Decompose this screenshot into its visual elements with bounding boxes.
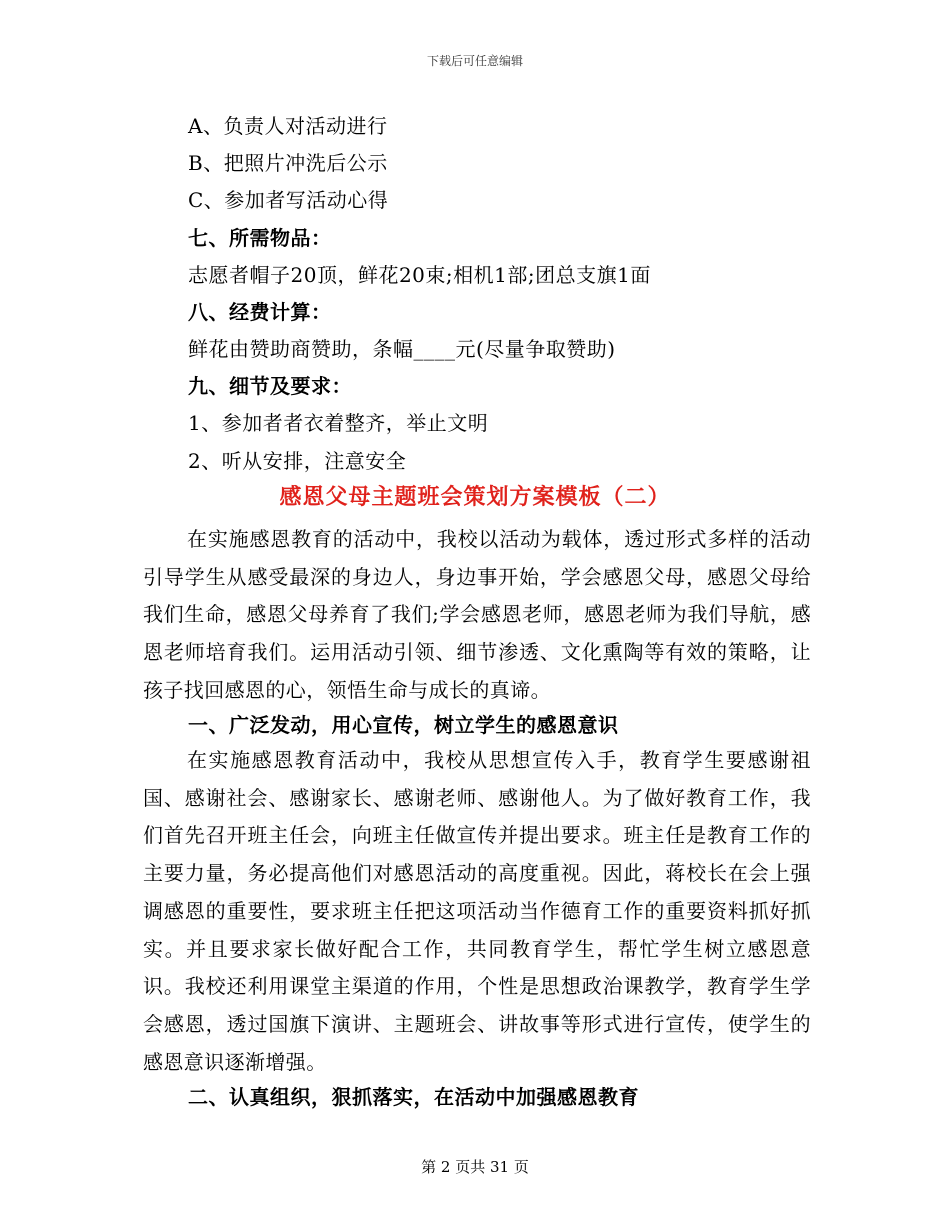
list-item-a: A、负责人对活动进行 [188, 114, 388, 138]
section1-paragraph: 在实施感恩教育活动中，我校从思想宣传入手，教育学生要感谢祖国、感谢社会、感谢家长、感谢老师、感谢他人。为了做好教育工作，我们首先召开班主任会，向班主任做宣传并提出要求。班主任是教育工作的主要力量，务必提高他们对感恩活动的高度重视。因此，蒋校长在会上强调感恩的重要性，要求班主任把这项活动当作德育工作的重要资料抓好抓实。并且要求家长做好配合工作，共同教育学生，帮忙学生树立感恩意识。我校还利用课堂主渠道的作用，个性是思想政治课教学，教育学生学会感恩，透过国旗下演讲、主题班会、讲故事等形式进行宣传，使学生的感恩意识逐渐增强。 [143, 748, 811, 1074]
budget-text: 鲜花由赞助商赞助，条幅____元(尽量争取赞助) [188, 337, 616, 361]
section-heading-budget: 八、经费计算： [188, 300, 332, 324]
section-heading-supplies: 七、所需物品： [188, 226, 332, 250]
document-title: 感恩父母主题班会策划方案模板（二） [279, 484, 671, 510]
section1-heading: 一、广泛发动，用心宣传，树立学生的感恩意识 [188, 713, 619, 737]
section-heading-details: 九、细节及要求： [188, 374, 352, 398]
list-item-b: B、把照片冲洗后公示 [188, 151, 388, 175]
detail-item-1: 1、参加者者衣着整齐，举止文明 [188, 411, 489, 435]
page-footer: 第 2 页共 31 页 [421, 1158, 529, 1176]
detail-item-2: 2、听从安排，注意安全 [188, 449, 407, 473]
list-item-c: C、参加者写活动心得 [188, 188, 389, 212]
supplies-text: 志愿者帽子20顶，鲜花20束;相机1部;团总支旗1面 [188, 263, 651, 287]
section2-heading: 二、认真组织，狠抓落实，在活动中加强感恩教育 [188, 1085, 639, 1109]
page-header: 下载后可任意编辑 [426, 54, 523, 68]
intro-paragraph: 在实施感恩教育的活动中，我校以活动为载体，透过形式多样的活动引导学生从感受最深的身边人，身边事开始，学会感恩父母，感恩父母给我们生命，感恩父母养育了我们;学会感恩老师，感恩老师为我们导航，感恩老师培育我们。运用活动引领、细节渗透、文化熏陶等有效的策略，让孩子找回感恩的心，领悟生命与成长的真谛。 [143, 527, 811, 702]
